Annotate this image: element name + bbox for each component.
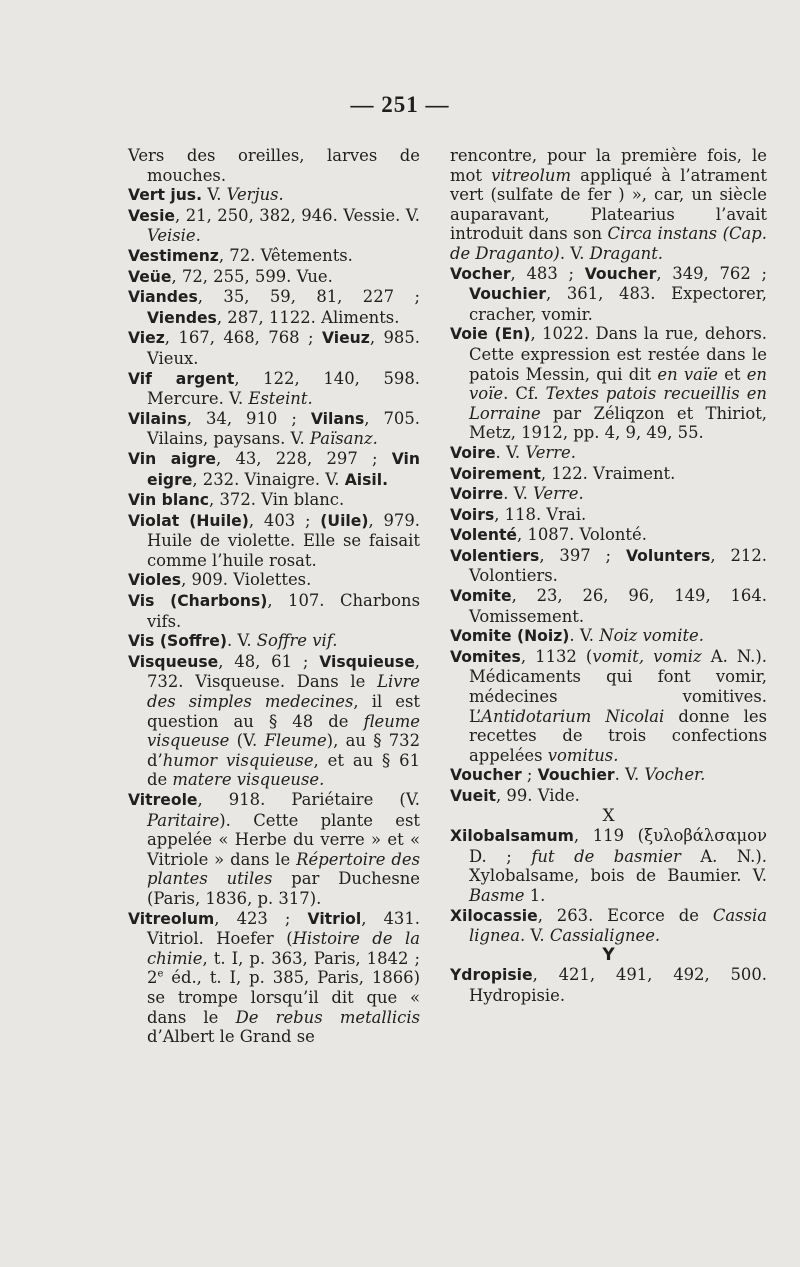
entry-text: , 43, 228, 297 ; [216,448,392,468]
entry-text: , 361, 483. Expectorer, cracher, vomir. [469,284,767,324]
entry-text: , 212. Volontiers. [469,545,767,586]
glossary-entry [128,267,420,288]
headword: Vis (Charbons) [128,592,268,611]
headword: Viez [128,329,165,348]
entry-text: , 122. Vraiment. [540,463,676,483]
italic-text: Histoire de la chimie [147,929,420,968]
entry-text: . V. [503,484,534,504]
glossary-entry [128,511,420,571]
glossary-entry [128,185,420,206]
entry-text: , 483 ; [510,263,585,283]
glossary-entry [450,826,767,905]
glossary-entry [450,546,767,586]
headword: Voie (En) [450,325,531,344]
glossary-entry [128,570,420,591]
italic-text: Esteint. [248,389,313,409]
headword: Vin eigre [147,449,420,489]
headword: Voirs [450,505,495,524]
italic-text: Cassia lignea [469,905,767,946]
entry-text: . V. [226,631,257,651]
headword: Voirement [450,464,541,483]
headword: Vomites [450,647,521,666]
entry-text: , 107. Charbons vifs. [147,591,420,631]
entry-text: , 122, 140, 598. Mercure. V. [147,368,420,409]
glossary-entry [128,449,420,490]
entry-text: A. N.). Médicaments qui font vomir, médecines vomitives. L’ [469,646,767,726]
entry-text: , 35, 59, 81, 227 ; [197,287,420,307]
italic-text: humor visquieuse [162,750,314,770]
headword: Voucher [584,264,657,283]
entry-text: , 72, 255, 599. Vue. [171,266,333,286]
headword: Veüe [128,267,172,286]
entry-text: , 732. Visqueuse. Dans le [147,651,420,692]
italic-text: en voïe [469,364,767,404]
entry-text: ), au § 732 d’ [147,731,421,770]
headword: Voire [450,443,496,462]
headword: Vif argent [128,369,235,388]
glossary-entry [128,909,420,1047]
section-letter: Y [602,944,615,965]
entry-text: rencontre, pour la première fois, le mot [450,146,767,185]
headword: Vitreole [128,791,198,809]
headword: Vouchier [469,285,546,304]
italic-text: Noiz vomite. [599,626,704,646]
glossary-entry [450,525,767,546]
headword: Violes [128,571,182,590]
headword: Vilans [310,409,365,428]
italic-text: Basme [469,885,525,905]
italic-text: vitreolum [491,165,571,185]
entry-text: , 705. Vilains, paysans. V. [147,408,420,449]
entry-text: , 118. Vrai. [494,504,587,524]
italic-text: Livre des simples medecines [147,672,420,712]
entry-text: A. N.). Xylobalsame, bois de Baumier. V. [469,846,767,886]
headword: Volentiers [450,546,540,565]
entry-text: éd., t. I, p. 385, Paris, 1866) se trompe lorsqu’il dit que « dans le [147,968,420,1027]
entry-text: par Zéliqzon et Thiriot, Metz, 1912, pp. 4, 9, 49, 55. [469,403,767,443]
headword: Voirre [450,485,504,504]
glossary-entry [450,324,767,443]
headword: Vomite [450,587,512,606]
glossary-entry [128,409,420,449]
headword: Volunters [625,546,711,565]
italic-text: Fleume [264,731,327,751]
glossary-entry [128,246,420,267]
entry-text: . V. [520,926,550,946]
entry-text: V. [202,185,227,205]
glossary-entry [128,591,420,631]
entry-text: , 48, 61 ; [218,651,320,671]
italic-text: Paritaire [147,810,220,830]
entry-text: , 979. Huile de violette. Elle se faisait comme l’huile rosat. [147,510,420,570]
glossary-entry [450,443,767,464]
entry-text: . V. [614,765,645,785]
italic-text: Veisie. [147,226,201,246]
entry-text: , 423 ; [214,908,308,928]
headword: Vueit [450,787,496,805]
italic-text: vomitus. [547,745,619,765]
entry-text: , 119 (ξυλοβάλσαμον D. ; [469,826,767,866]
italic-text: Païsanz. [309,429,378,449]
entry-text: ; [521,765,538,785]
headword: Vomite (Noiz) [450,627,570,646]
glossary-entry [128,652,420,790]
headword: Vert jus. [128,186,203,205]
superscript: e [157,968,164,980]
glossary-entry [450,786,767,807]
headword: Vestimenz [128,246,219,265]
entry-text: 1. [524,885,546,905]
headword: Xilobalsamum [450,827,574,846]
italic-text: Cassialignee. [549,926,661,946]
headword: Vin blanc [128,491,210,510]
entry-text: . Cf. [503,384,546,404]
headword: Vouchier [537,766,615,785]
glossary-entry [450,264,767,325]
headword: Vesie [128,206,175,225]
entry-text: , t. I, p. 363, Paris, 1842 ; 2 [147,948,420,988]
glossary-entry [450,464,767,485]
entry-text: ). Cette plante est appelée « Herbe du verre » et « Vitriole » dans le [147,810,420,869]
entry-text: . V. [495,442,526,462]
entry-text: , 403 ; [248,510,321,530]
glossary-entry [128,631,420,652]
entry-text: , 421, 491, 492, 500. Hydropisie. [469,965,767,1005]
italic-text: Verre. [533,484,584,504]
entry-text: , et au § 61 de [147,750,420,790]
glossary-entry [128,328,420,368]
entry-text: . V. [569,626,600,646]
entry-text: , 985. Vieux. [147,328,420,368]
entry-text: , 232. Vinaigre. V. [192,469,345,489]
italic-text: Répertoire des plantes utiles [147,849,420,889]
glossary-entry [450,647,767,766]
italic-text: vomit, vomiz [592,646,702,666]
glossary-entry [450,626,767,647]
italic-text: Dragant. [589,243,664,263]
glossary-entry [450,146,767,264]
section-letter: X [602,805,615,826]
entry-text: . V. [559,243,590,263]
italic-text: Circa instans (Cap. de Draganto) [450,224,767,263]
italic-text: De rebus metallicis [235,1007,420,1027]
glossary-entry [450,765,767,786]
entry-text: par Duchesne (Paris, 1836, p. 317). [147,869,420,908]
headword: Visqueuse [128,652,219,671]
italic-text: Soffre vif. [256,631,338,651]
entry-text: donne les recettes de trois confections appelées [469,706,767,765]
glossary-entry [450,906,767,946]
entry-text: et [717,364,747,384]
entry-text: , 397 ; [539,545,626,565]
entry-text: , il est question au § 48 de [147,692,420,731]
glossary-entry [450,965,767,1005]
headword: Vitriol [307,909,362,928]
headword: Vitreolum [128,909,215,928]
entry-text: , 1022. Dans la rue, dehors. Cette expression est restée dans le patois Messin, qui dit [469,324,767,384]
headword: (Uile) [320,511,369,530]
headword: Voucher [450,766,522,785]
entry-text: , 34, 910 ; [186,408,311,428]
entry-text: , 372. Vin blanc. [209,490,345,510]
headword: Xilocassie [450,906,538,925]
glossary-entry [450,505,767,526]
headword: Vocher [450,264,511,283]
entry-text: , 918. Pariétaire (V. [197,790,420,809]
glossary-entry [450,586,767,626]
entry-text: , 72. Vêtements. [218,245,353,265]
headword: Ydropisie [450,966,533,985]
headword: Vis (Soffre) [128,632,227,651]
entry-text: (V. [229,731,265,751]
entry-text: d’Albert le Grand se [147,1027,315,1047]
headword: Aisil. [344,470,388,489]
headword: Visquieuse [319,652,415,671]
glossary-entry [128,146,420,185]
italic-text: Antidotarium Nicolai [481,706,665,726]
headword: Vin aigre [128,449,216,468]
italic-text: Textes patois recueillis en Lorraine [469,384,767,423]
entry-text: , 349, 762 ; [656,263,767,283]
headword: Vieuz [321,329,370,348]
entry-text: , 23, 26, 96, 149, 164. Vomissement. [469,586,767,626]
headword: Volenté [450,526,517,545]
entry-text: , 263. Ecorce de [537,905,713,925]
right-column [450,146,767,1006]
glossary-entry [128,790,420,909]
entry-text: , 431. Vitriol. Hoefer ( [147,908,420,949]
italic-text: Vocher. [644,765,706,785]
entry-text: , 99. Vide. [496,786,580,805]
glossary-entry [128,206,420,246]
entry-text: Vers des oreilles, larves de mouches. [128,146,420,185]
headword: Vilains [128,409,187,428]
italic-text: matere visqueuse. [172,770,325,790]
left-column [128,146,420,1047]
glossary-entry [128,287,420,328]
entry-text: appliqué à l’atrament vert (sulfate de fer ) », car, un siècle auparavant, Platearius l’avait introduit dans son [450,165,767,244]
entry-text: , 167, 468, 768 ; [164,328,322,348]
page-number: — 251 — [350,92,450,117]
glossary-entry [450,484,767,505]
italic-text: Verre. [525,442,576,462]
italic-text: en vaïe [657,364,718,384]
italic-text: fut de basmier [531,846,681,866]
entry-text: , 21, 250, 382, 946. Vessie. V. [175,205,420,225]
glossary-entry [128,490,420,511]
headword: Viendes [147,308,217,327]
italic-text: fleume visqueuse [147,711,420,751]
italic-text: Verjus. [226,185,284,205]
entry-text: , 1087. Volonté. [516,525,647,545]
headword: Viandes [128,288,198,307]
headword: Violat (Huile) [128,511,249,530]
entry-text: , 909. Violettes. [181,570,312,590]
entry-text: , 1132 ( [520,646,593,666]
entry-text: , 287, 1122. Aliments. [216,307,400,327]
glossary-entry [128,369,420,409]
